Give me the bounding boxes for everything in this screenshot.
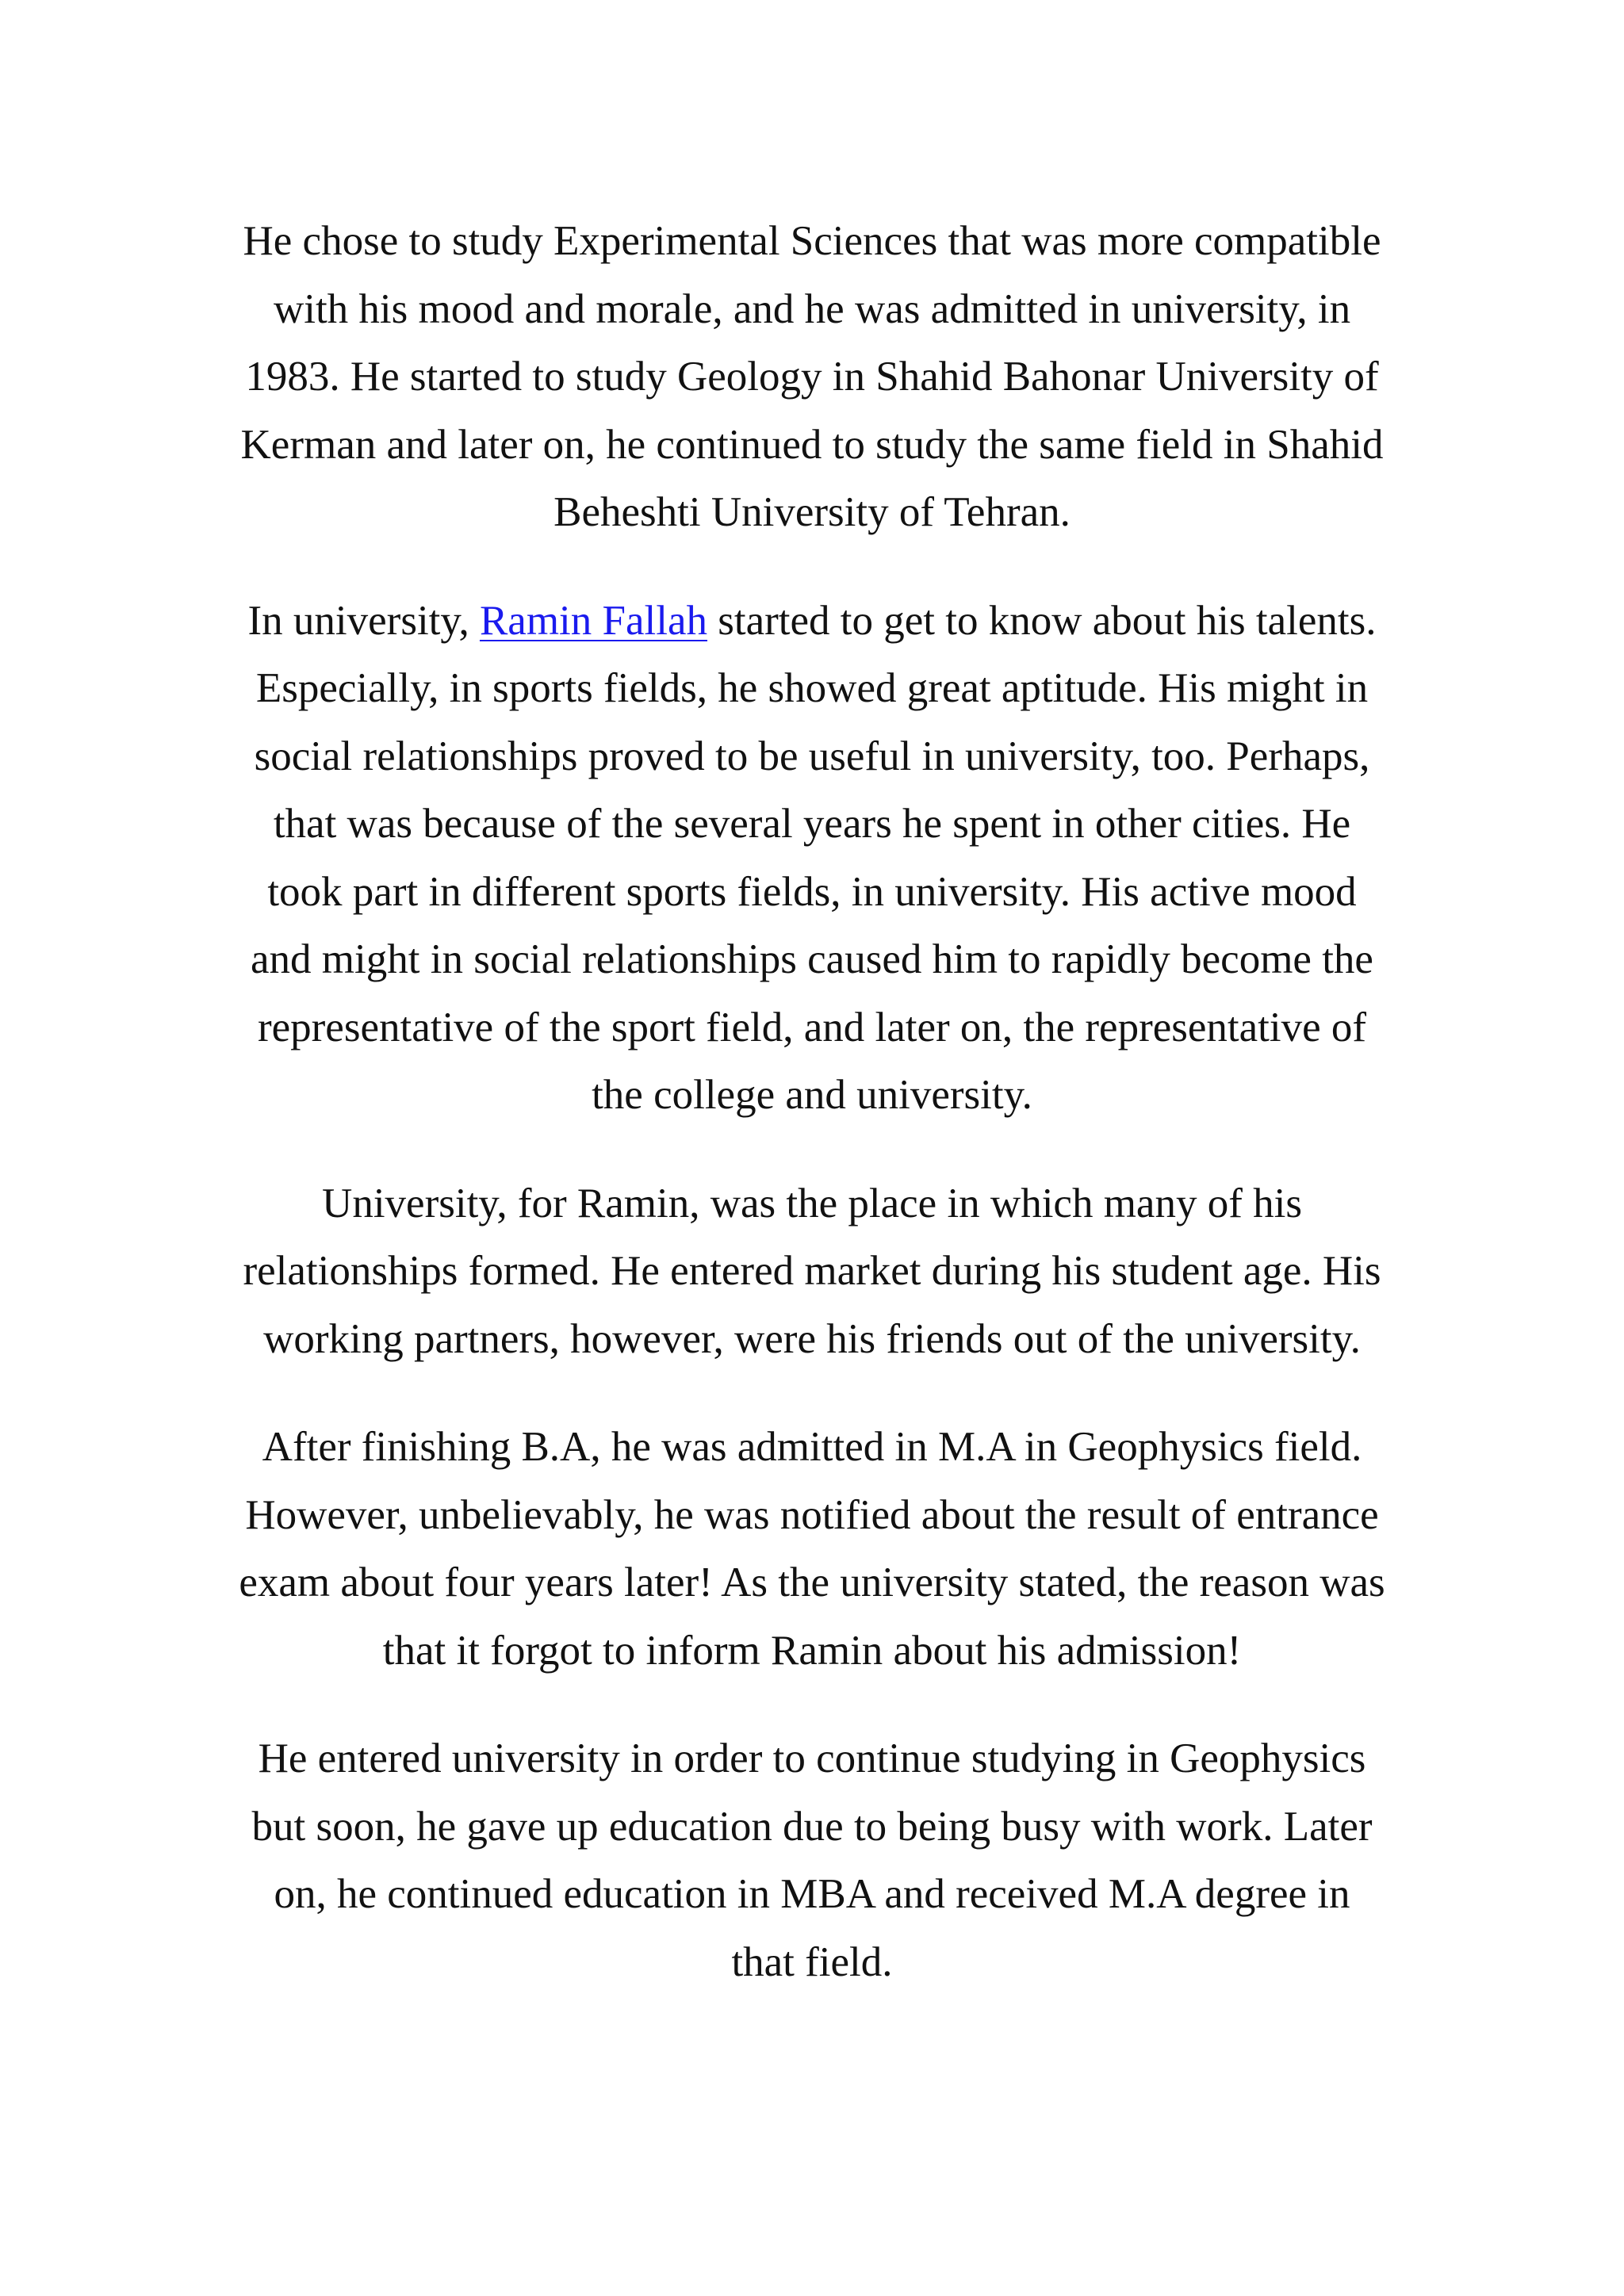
- paragraph-education-start: He chose to study Experimental Sciences that was more compatible with his mood and morale, and he was admitted in university, in 1983. He started to study Geology in Shahid Bahonar University of Kerman and later on, he continued to study the same field in Shahid Beheshti University of Tehran.: [240, 218, 1384, 535]
- paragraph-university-talents: [238, 587, 1386, 1130]
- ramin-fallah-link[interactable]: Ramin Fallah: [479, 597, 708, 644]
- paragraph-text-after-link: started to get to know about his talents. Especially, in sports fields, he showed great aptitude. His might in social relationships proved to be useful in university, too. Perhaps, that was because of the several years he spent in other cities. He took part in different sports fields, in university. His active mood and might in social relationships caused him to rapidly become the representative of the sport field, and later on, the representative of the college and university.: [251, 597, 1377, 1118]
- paragraph-mba-degree: He entered university in order to continue studying in Geophysics but soon, he gave up education due to being busy with work. Later on, he continued education in MBA and received M.A degree in that field.: [251, 1735, 1373, 1985]
- document-body: [238, 208, 1386, 1996]
- paragraph-text-before-link: In university,: [247, 597, 480, 644]
- paragraph-ma-admission: After finishing B.A, he was admitted in M.A in Geophysics field. However, unbelievably, he was notified about the result of entrance exam about four years later! As the university stated, the reason was that it forgot to inform Ramin about his admission!: [239, 1424, 1385, 1674]
- paragraph-university-relationships: University, for Ramin, was the place in which many of his relationships formed. He entered market during his student age. His working partners, however, were his friends out of the university.: [243, 1180, 1381, 1362]
